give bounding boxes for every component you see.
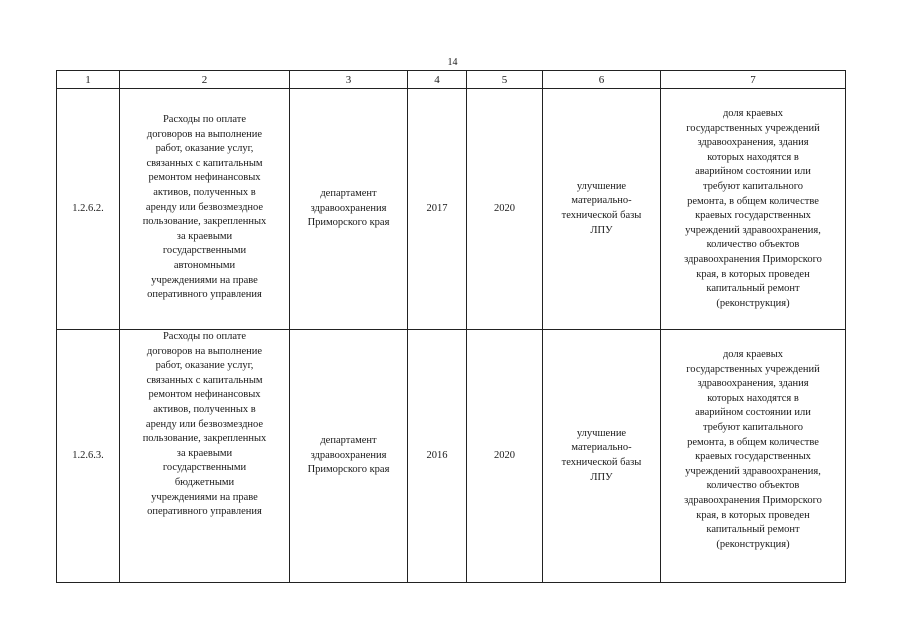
row-number: 1.2.6.3. xyxy=(57,330,120,583)
table-row xyxy=(57,89,846,330)
start-year: 2017 xyxy=(408,89,467,330)
indicator-text: доля краевых государственных учреждений здравоохранения, здания которых находятся в аварийном состоянии или требуют капитального ремонта, в общем количестве краевых государственных учреждений здравоохранения, количество объектов здравоохранения Приморского края, в которых проведен капитальный ремонт (реконструкция) xyxy=(684,108,822,309)
column-header-6: 6 xyxy=(543,71,661,89)
start-year: 2016 xyxy=(408,330,467,583)
indicator-cell xyxy=(661,330,846,583)
header-row xyxy=(57,71,846,89)
column-header-7: 7 xyxy=(661,71,846,89)
column-header-5: 5 xyxy=(467,71,543,89)
program-table xyxy=(56,70,846,583)
executor-cell xyxy=(290,89,408,330)
executor-cell xyxy=(290,330,408,583)
end-year: 2020 xyxy=(467,330,543,583)
executor-text: департамент здравоохранения Приморского края xyxy=(307,435,390,476)
column-header-2: 2 xyxy=(120,71,290,89)
table-row xyxy=(57,330,846,583)
result-text: улучшение материально- технической базы ЛПУ xyxy=(561,427,642,483)
expense-description xyxy=(120,330,290,583)
result-cell xyxy=(543,89,661,330)
result-text: улучшение материально- технической базы ЛПУ xyxy=(561,180,642,236)
indicator-cell xyxy=(661,89,846,330)
expense-description xyxy=(120,89,290,330)
indicator-text: доля краевых государственных учреждений здравоохранения, здания которых находятся в аварийном состоянии или требуют капитального ремонта, в общем количестве краевых государственных учреждений здравоохранения, количество объектов здравоохранения Приморского края, в которых проведен капитальный ремонт (реконструкция) xyxy=(684,349,822,550)
result-cell xyxy=(543,330,661,583)
expense-description-text: Расходы по оплате договоров на выполнение работ, оказание услуг, связанных с капитальным ремонтом нефинансовых активов, полученных в аренду или безвозмездное пользование, закрепленных за краевыми государственными автономными учреждениями на праве оперативного управления xyxy=(142,114,267,301)
end-year: 2020 xyxy=(467,89,543,330)
executor-text: департамент здравоохранения Приморского края xyxy=(307,188,390,229)
column-header-1: 1 xyxy=(57,71,120,89)
column-header-4: 4 xyxy=(408,71,467,89)
page-number: 14 xyxy=(447,57,458,68)
row-number: 1.2.6.2. xyxy=(57,89,120,330)
column-header-3: 3 xyxy=(290,71,408,89)
expense-description-text: Расходы по оплате договоров на выполнение работ, оказание услуг, связанных с капитальным ремонтом нефинансовых активов, полученных в аренду или безвозмездное пользование, закрепленных за краевыми государственными бюджетными учреждениями на праве оперативного управления xyxy=(142,331,267,518)
